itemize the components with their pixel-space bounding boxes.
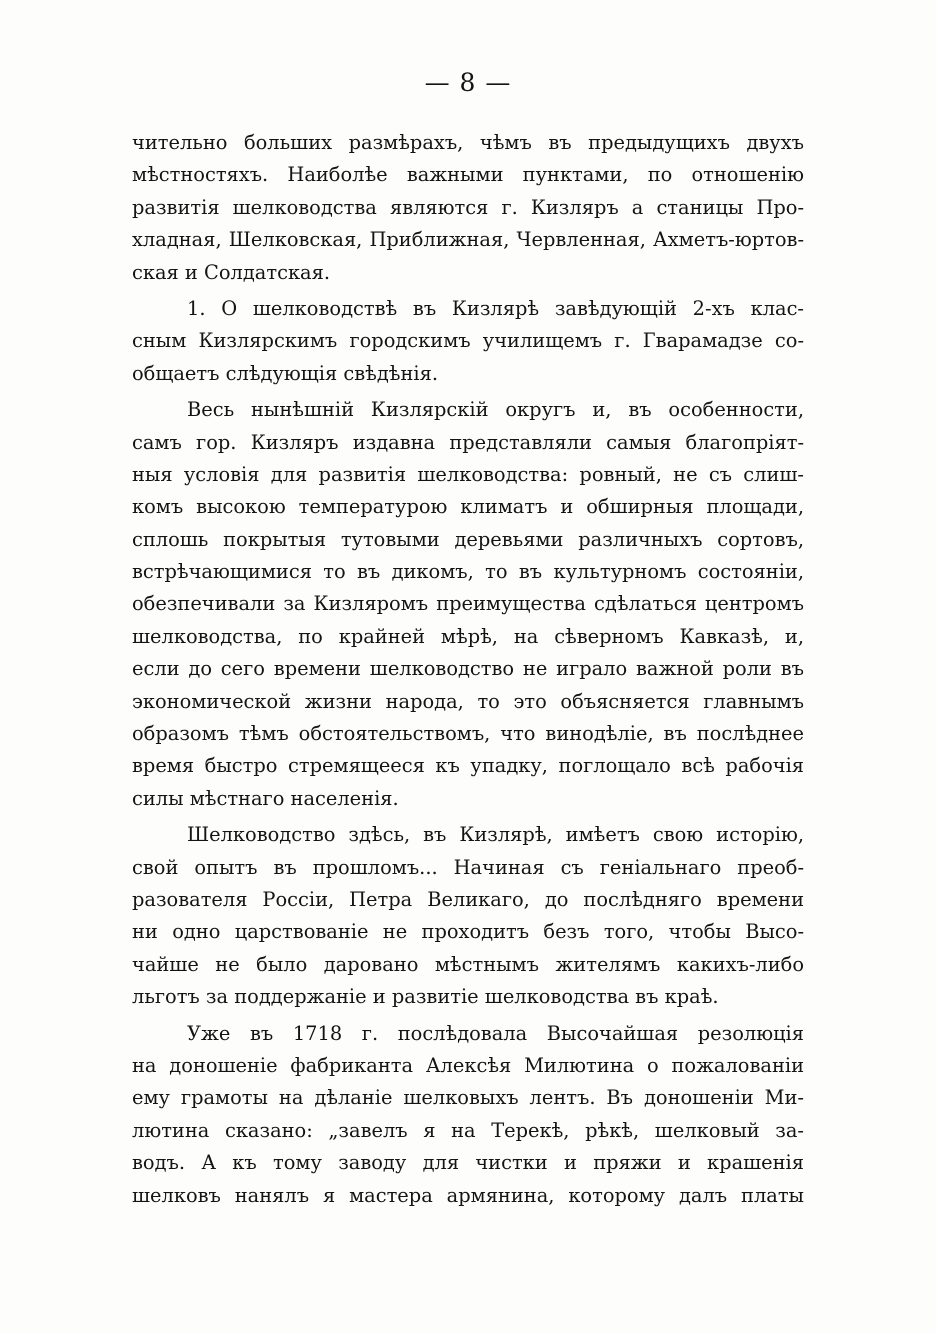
text-line: ни одно царствованіе не проходитъ безъ того, чтобы Высо- <box>132 920 804 944</box>
text-line: встрѣчающимися то въ дикомъ, то въ культурномъ состояніи, <box>132 560 804 584</box>
text-line: лютина сказано: „завелъ я на Терекѣ, рѣкѣ, шелковый за- <box>132 1118 804 1142</box>
paragraph <box>132 819 804 1013</box>
text-line: сплошь покрытыя тутовыми деревьями различныхъ сортовъ, <box>132 527 804 551</box>
paragraph <box>132 127 804 289</box>
text-line: сным Кизлярскимъ городскимъ училищемъ г. Гварамадзе со- <box>132 329 804 353</box>
text-line: свой опытъ въ прошломъ... Начиная съ геніальнаго преоб- <box>132 855 804 879</box>
text-line: ныя условія для развитія шелководства: ровный, не съ слиш- <box>132 462 804 486</box>
text-line: общаетъ слѣдующія свѣдѣнія. <box>132 361 438 385</box>
paragraph <box>132 293 804 390</box>
paragraph <box>132 394 804 815</box>
text-line: шелковъ нанялъ я мастера армянина, которому далъ платы <box>132 1183 804 1207</box>
text-line: хладная, Шелковская, Приближная, Червленная, Ахметъ-юртов- <box>132 228 804 252</box>
text-line: образомъ тѣмъ обстоятельствомъ, что винодѣліе, въ послѣднее <box>132 722 804 746</box>
text-line: развитія шелководства являются г. Кизляръ а станицы Про- <box>132 195 804 219</box>
text-line: Шелководство здѣсь, въ Кизлярѣ, имѣетъ свою исторію, <box>187 823 804 847</box>
text-line: 1. О шелководствѣ въ Кизлярѣ завѣдующій 2-хъ клас- <box>187 296 804 320</box>
text-line: силы мѣстнаго населенія. <box>132 786 399 810</box>
text-line: чайше не было даровано мѣстнымъ жителямъ какихъ-либо <box>132 952 804 976</box>
text-line: на доношеніе фабриканта Алексѣя Милютина о пожалованіи <box>132 1053 804 1077</box>
text-line: Весь нынѣшній Кизлярскій округъ и, въ особенности, <box>187 398 804 422</box>
text-line: водъ. А къ тому заводу для чистки и пряжи и крашенія <box>132 1151 804 1175</box>
page-number: — 8 — <box>424 68 512 97</box>
text-line: льготъ за поддержаніе и развитіе шелководства въ краѣ. <box>132 985 719 1009</box>
text-line: мѣстностяхъ. Наиболѣе важными пунктами, по отношенію <box>132 163 804 187</box>
text-line: Уже въ 1718 г. послѣдовала Высочайшая резолюція <box>187 1021 804 1045</box>
body-text <box>132 127 804 1212</box>
text-line: чительно больших размѣрахъ, чѣмъ въ предыдущихъ двухъ <box>132 131 804 154</box>
text-line: разователя Россіи, Петра Великаго, до послѣдняго времени <box>132 887 804 911</box>
text-line: обезпечивали за Кизляромъ преимущества сдѣлаться центромъ <box>132 592 804 616</box>
text-line: ская и Солдатская. <box>132 260 331 284</box>
paragraph <box>132 1018 804 1212</box>
text-line: ему грамоты на дѣланіе шелковыхъ лентъ. Въ доношеніи Ми- <box>132 1086 804 1110</box>
text-line: если до сего времени шелководство не играло важной роли въ <box>132 657 804 681</box>
text-line: экономической жизни народа, то это объясняется главнымъ <box>132 689 804 713</box>
text-line: время быстро стремящееся къ упадку, поглощало всѣ рабочія <box>132 754 804 778</box>
text-line: самъ гор. Кизляръ издавна представляли самыя благопріят- <box>132 430 804 454</box>
text-line: шелководства, по крайней мѣрѣ, на сѣверномъ Кавказѣ, и, <box>132 624 804 648</box>
text-line: комъ высокою температурою климатъ и обширныя площади, <box>132 495 804 519</box>
